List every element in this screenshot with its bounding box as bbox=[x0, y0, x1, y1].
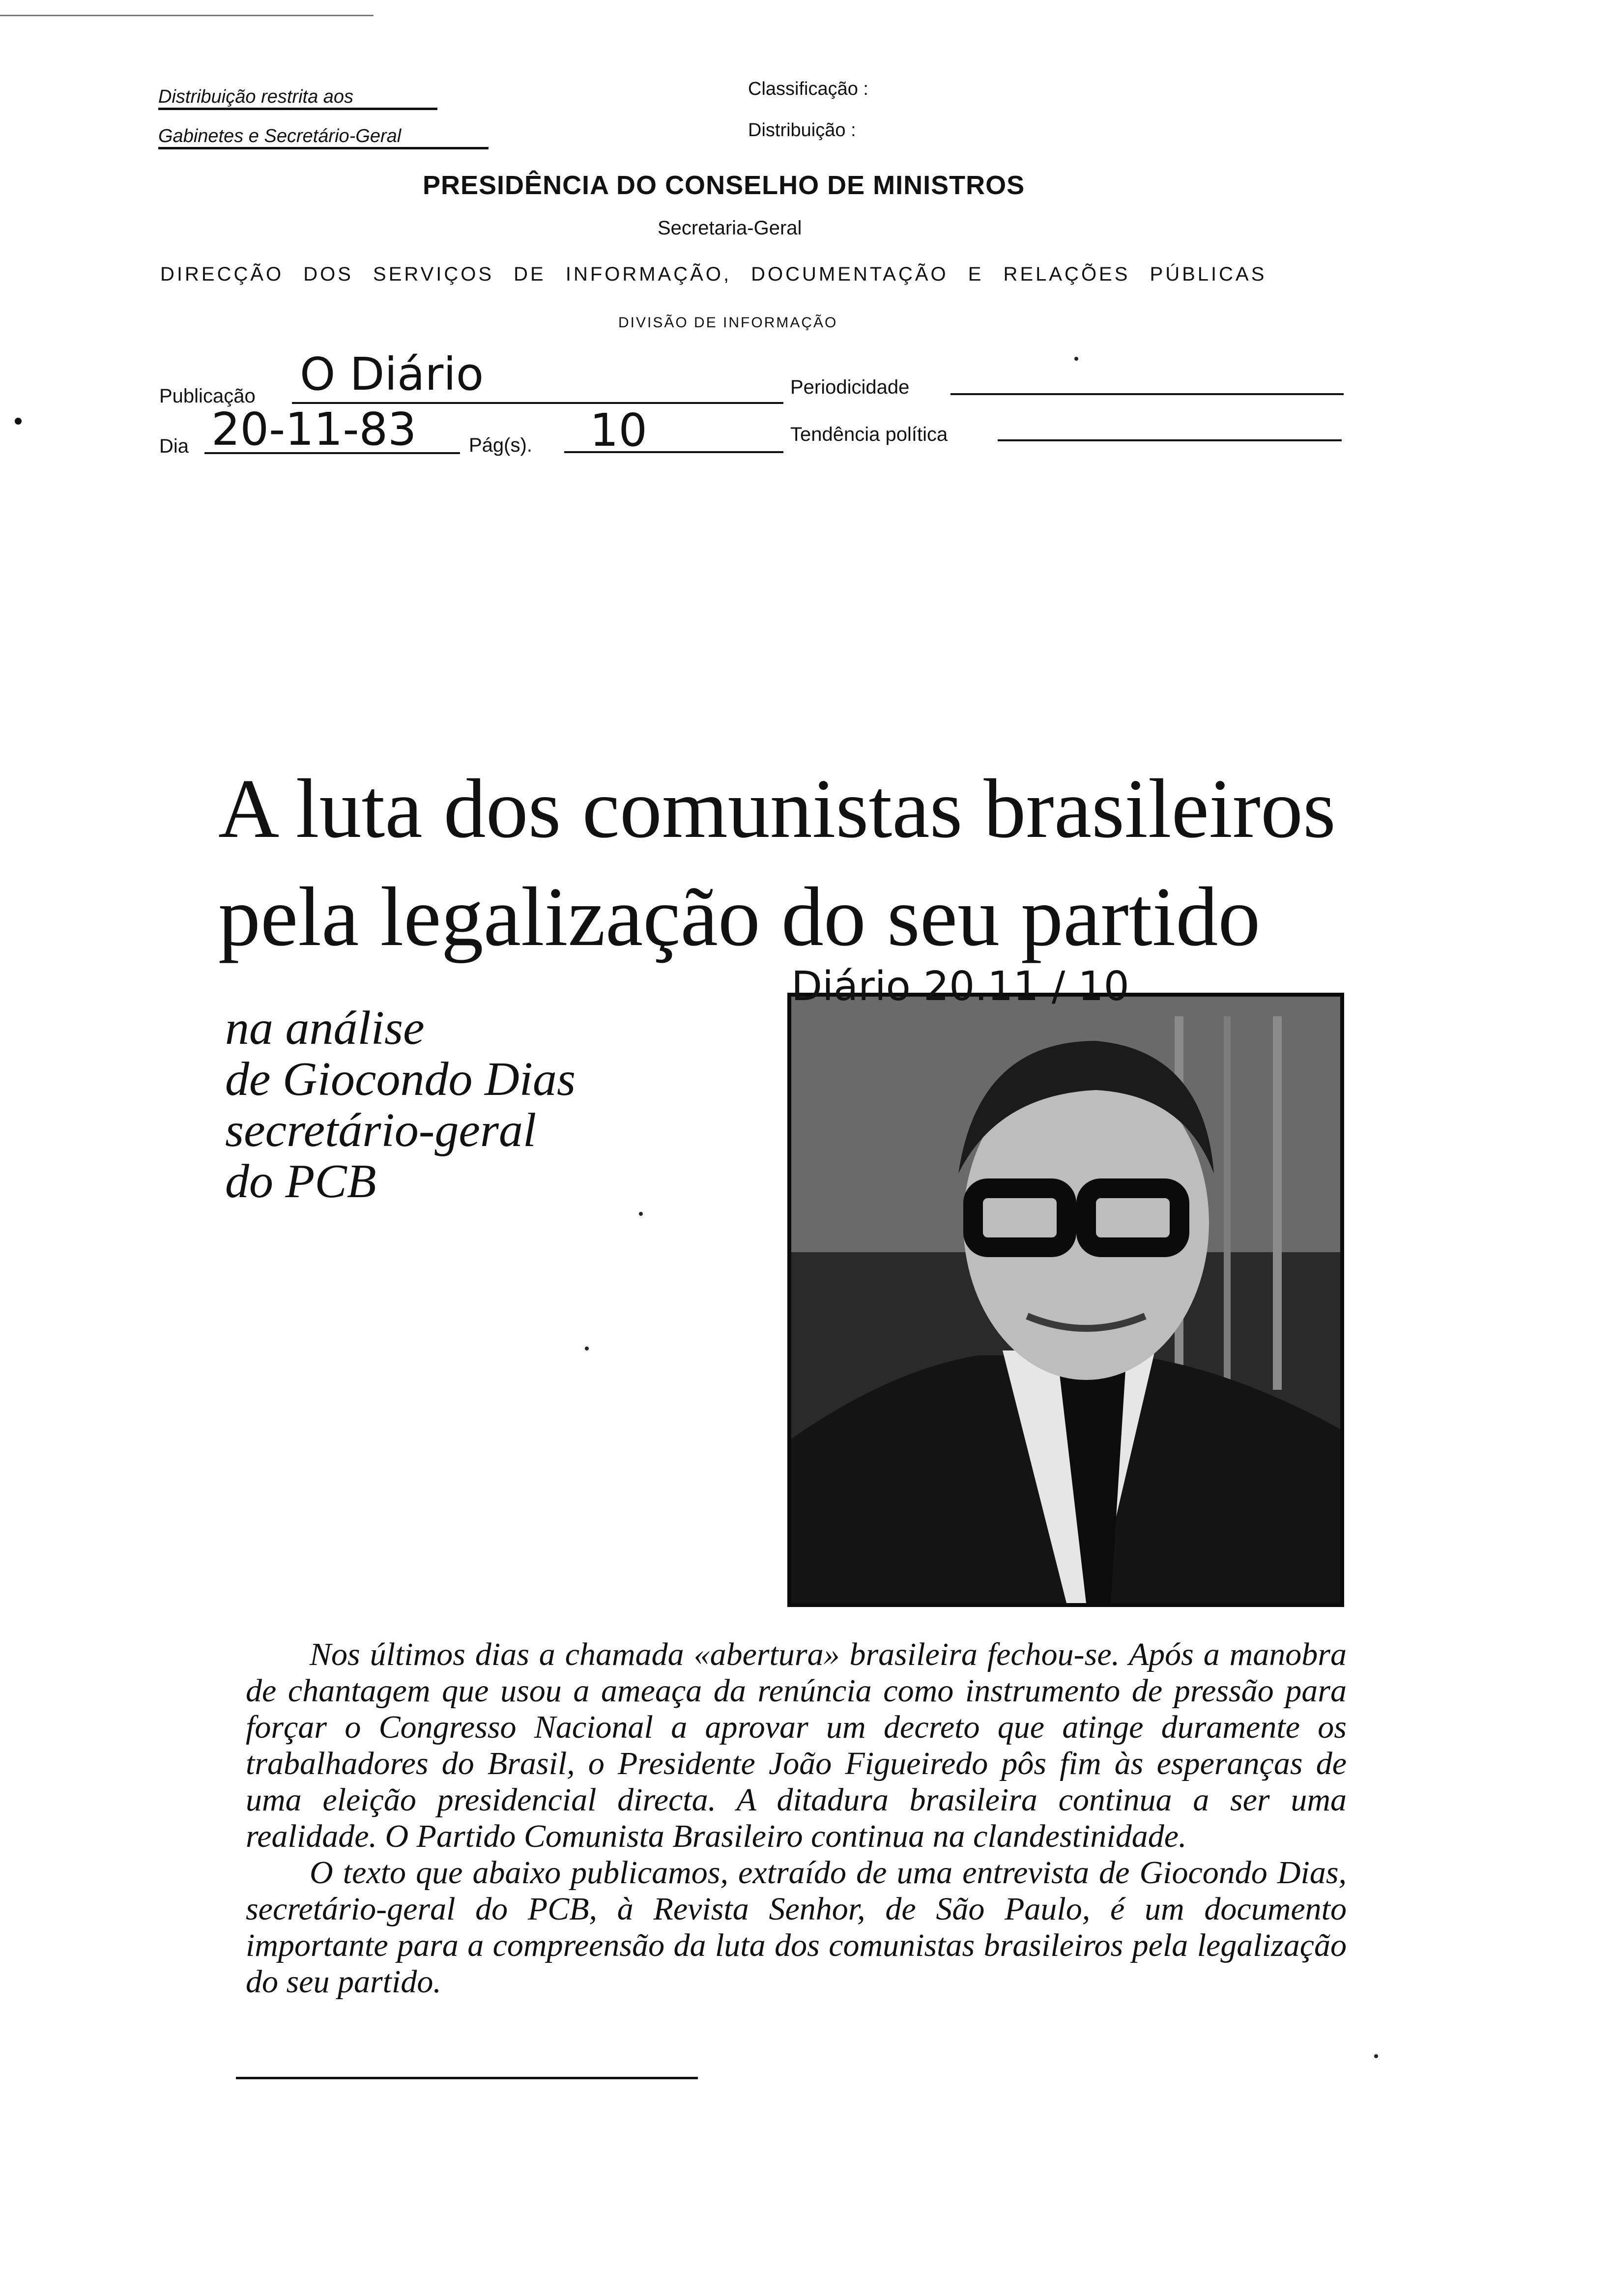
article-headline-line1: A luta dos comunistas brasileiros bbox=[218, 762, 1336, 856]
photo-handwritten-annotation: Diário 20.11 / 10 bbox=[791, 963, 1129, 1010]
pags-label: Pág(s). bbox=[469, 434, 532, 456]
publicacao-handwritten-value: O Diário bbox=[300, 348, 484, 401]
dia-label: Dia bbox=[159, 435, 189, 457]
distribution-note-line1: Distribuição restrita aos bbox=[158, 86, 437, 110]
periodicidade-line bbox=[950, 393, 1344, 395]
scan-speck bbox=[639, 1212, 643, 1216]
portrait-photo bbox=[787, 993, 1344, 1607]
ministry-title: PRESIDÊNCIA DO CONSELHO DE MINISTROS bbox=[423, 171, 1025, 200]
subtitle-line: do PCB bbox=[225, 1155, 376, 1208]
tendencia-line bbox=[998, 439, 1342, 441]
article-paragraph-2: O texto que abaixo publicamos, extraído de uma entrevista de Giocondo Dias, secretário-geral do PCB, à Revista Senhor, de São Paulo, é um documento importante para a compreensão da luta dos comunistas brasileiros pela legalização do seu partido. bbox=[246, 1855, 1347, 2000]
portrait-illustration bbox=[791, 997, 1340, 1603]
tendencia-label: Tendência política bbox=[790, 424, 948, 445]
classificacao-label: Classificação : bbox=[748, 79, 868, 99]
article-subtitle bbox=[225, 1003, 576, 1207]
publicacao-label: Publicação bbox=[159, 385, 256, 407]
distribuicao-label: Distribuição : bbox=[748, 120, 856, 141]
article-headline-line2: pela legalização do seu partido bbox=[218, 870, 1261, 964]
article-end-rule bbox=[236, 2077, 698, 2079]
periodicidade-label: Periodicidade bbox=[790, 376, 910, 398]
pags-handwritten-value: 10 bbox=[590, 404, 648, 457]
secretariat-name: Secretaria-Geral bbox=[658, 217, 802, 239]
article-paragraph-1: Nos últimos dias a chamada «abertura» brasileira fechou-se. Após a manobra de chantagem que usou a ameaça da renúncia como instrumento de pressão para forçar o Congresso Nacional a aprovar um decreto que atinge duramente os trabalhadores do Brasil, o Presidente João Figueiredo pôs fim às esperanças de uma eleição presidencial directa. A ditadura brasileira continua a ser uma realidade. O Partido Comunista Brasileiro continua na clandestinidade. bbox=[246, 1636, 1347, 1854]
article-intro bbox=[246, 1636, 1347, 2000]
division-name: DIVISÃO DE INFORMAÇÃO bbox=[618, 315, 838, 331]
directorate-name: DIRECÇÃO DOS SERVIÇOS DE INFORMAÇÃO, DOCUMENTAÇÃO E RELAÇÕES PÚBLICAS bbox=[160, 263, 1267, 285]
scan-top-edge bbox=[0, 15, 374, 16]
scan-speck bbox=[15, 418, 22, 425]
subtitle-line: secretário-geral bbox=[225, 1104, 537, 1157]
dia-handwritten-value: 20-11-83 bbox=[211, 403, 417, 456]
scan-speck bbox=[585, 1347, 589, 1350]
subtitle-line: na análise bbox=[225, 1002, 425, 1055]
subtitle-line: de Giocondo Dias bbox=[225, 1053, 576, 1106]
scan-speck bbox=[1074, 357, 1078, 361]
scan-speck bbox=[1374, 2054, 1378, 2058]
distribution-note-line2: Gabinetes e Secretário-Geral bbox=[158, 126, 489, 149]
